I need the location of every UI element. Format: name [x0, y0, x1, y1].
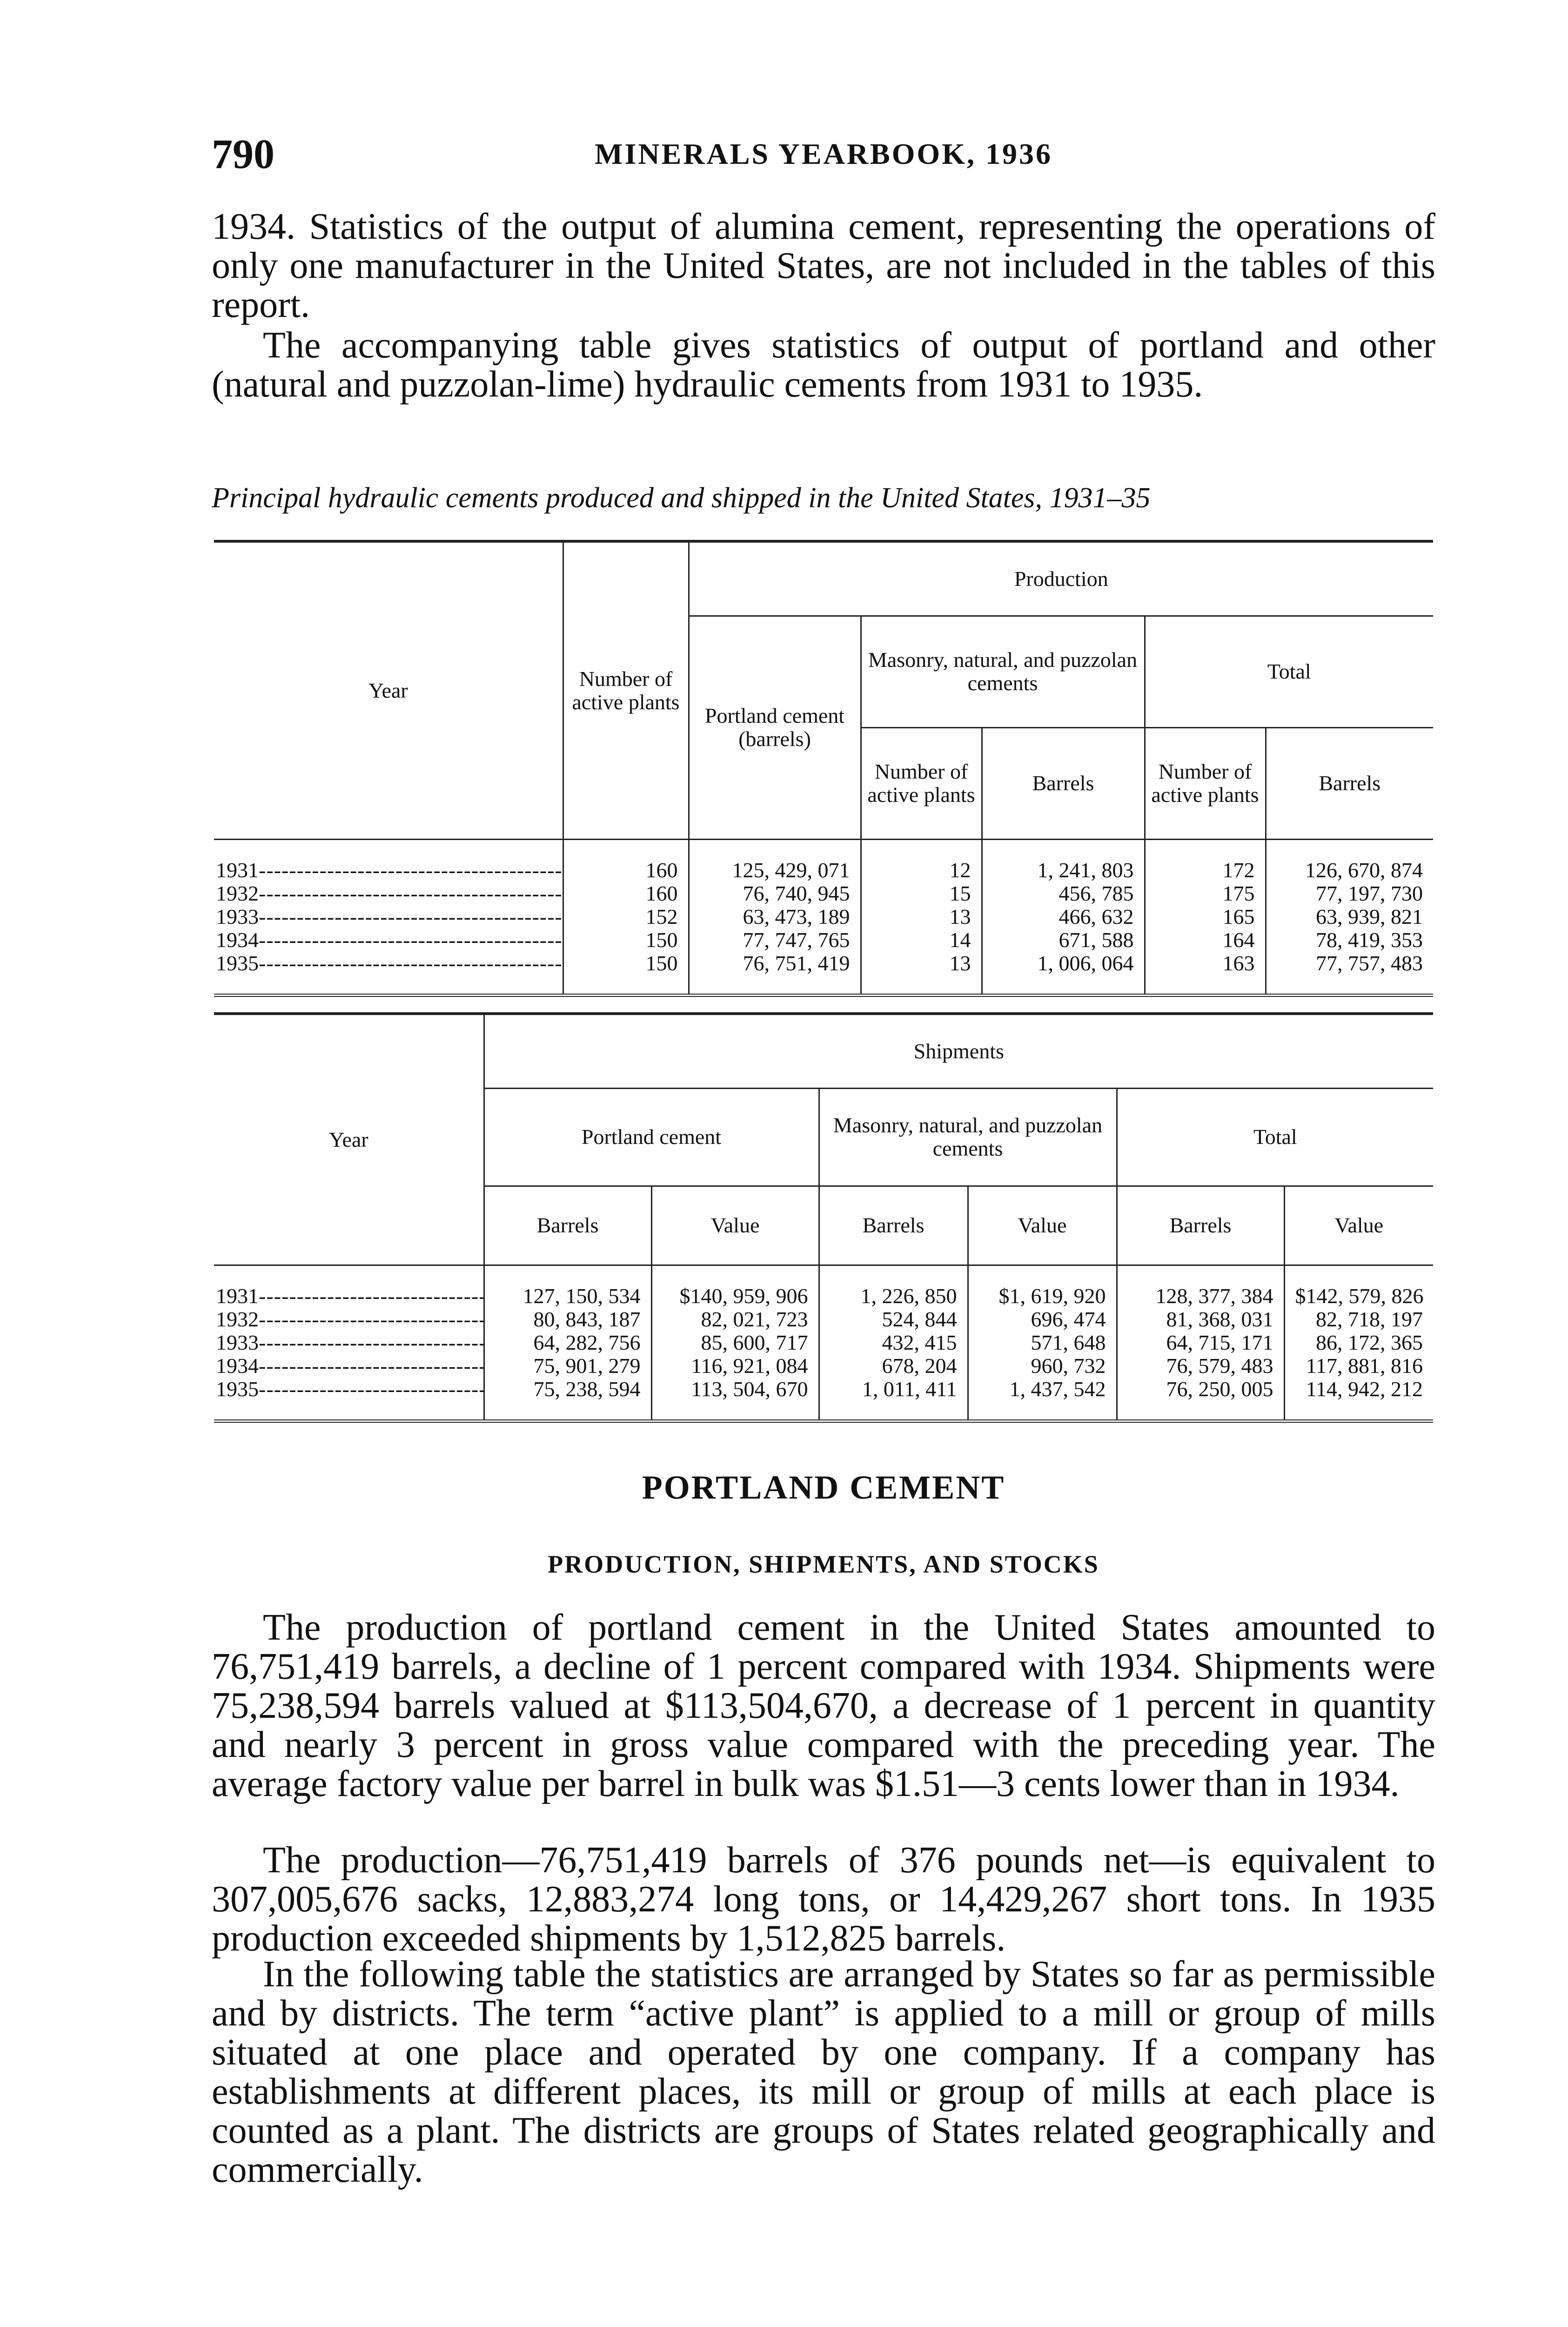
body-paragraph-1: The production of portland cement in the United States amounted to 76,751,419 barrels, a decline of 1 percent compared with 1934. Shipments were 75,238,594 barrels valued at $113,504,670, a decrease of 1 percent in quantity and nearly 3 percent in gross value compared with the preceding year. The average factory value per barrel in bulk was $1.51—3 cents lower than in 1934. — [212, 1607, 1435, 1804]
header-portland-barrels: Barrels — [484, 1186, 651, 1265]
intro-paragraph-1: 1934. Statistics of the output of alumina cement, representing the operations of only one manufacturer in the United States, are not included in the tables of this report. — [212, 206, 1435, 325]
table-row — [214, 839, 1433, 882]
portland-value-cell: 82, 021, 723 — [651, 1308, 819, 1331]
masonry-plants-cell: 13 — [861, 952, 982, 995]
portland-barrels-cell: 75, 901, 279 — [484, 1354, 651, 1378]
portland-value-cell: 116, 921, 084 — [651, 1354, 819, 1378]
portland-barrels-cell: 64, 282, 756 — [484, 1331, 651, 1354]
total-value-cell: 117, 881, 816 — [1284, 1354, 1433, 1378]
portland-barrels-cell: 80, 843, 187 — [484, 1308, 651, 1331]
portland-barrels-cell: 127, 150, 534 — [484, 1265, 651, 1308]
header-masonry-value: Value — [968, 1186, 1117, 1265]
masonry-barrels-cell: 1, 006, 064 — [982, 952, 1145, 995]
production-table — [214, 540, 1433, 997]
section-heading: PORTLAND CEMENT — [642, 1469, 1005, 1506]
total-plants-cell: 175 — [1145, 882, 1266, 905]
masonry-plants-cell: 13 — [861, 905, 982, 928]
total-barrels-cell: 64, 715, 171 — [1117, 1331, 1284, 1354]
header-masonry-cements: Masonry, natural, and puzzolan cements — [861, 616, 1145, 727]
header-total: Total — [1145, 616, 1433, 727]
total-value-cell: 114, 942, 212 — [1284, 1378, 1433, 1421]
body-paragraph-3: In the following table the statistics are arranged by States so far as permissible and by districts. The term “active plant” is applied to a mill or group of mills situated at one place and operated by one company. If a company has establishments at different places, its mill or group of mills at each place is counted as a plant. The districts are groups of States related geographically and commercially. — [212, 1954, 1435, 2190]
total-barrels-cell: 126, 670, 874 — [1266, 839, 1433, 882]
year-cell: 1931 ----- — [214, 1265, 484, 1308]
header-production: Production — [689, 541, 1433, 616]
header-active-plants: Number of active plants — [563, 541, 689, 839]
table-row — [214, 1308, 1433, 1331]
masonry-plants-cell: 15 — [861, 882, 982, 905]
masonry-plants-cell: 12 — [861, 839, 982, 882]
masonry-barrels-cell: 678, 204 — [819, 1354, 968, 1378]
year-cell: 1931 ----- — [214, 839, 563, 882]
plants-cell: 152 — [563, 905, 689, 928]
portland-value-cell: 113, 504, 670 — [651, 1378, 819, 1421]
table-row — [214, 928, 1433, 952]
total-barrels-cell: 77, 757, 483 — [1266, 952, 1433, 995]
page-header — [212, 126, 1435, 177]
masonry-value-cell: $1, 619, 920 — [968, 1265, 1117, 1308]
masonry-barrels-cell: 432, 415 — [819, 1331, 968, 1354]
total-barrels-cell: 81, 368, 031 — [1117, 1308, 1284, 1331]
table-row — [214, 1378, 1433, 1421]
header-year: Year — [214, 1014, 484, 1265]
year-cell: 1933 ----- — [214, 905, 563, 928]
table-caption: Principal hydraulic cements produced and shipped in the United States, 1931–35 — [212, 482, 1151, 514]
header-year: Year — [214, 541, 563, 839]
total-barrels-cell: 128, 377, 384 — [1117, 1265, 1284, 1308]
total-value-cell: 82, 718, 197 — [1284, 1308, 1433, 1331]
masonry-barrels-cell: 456, 785 — [982, 882, 1145, 905]
intro-paragraph-2: The accompanying table gives statistics of output of portland and other (natural and puzzolan-lime) hydraulic cements from 1931 to 1935. — [212, 325, 1435, 405]
header-total-barrels: Barrels — [1117, 1186, 1284, 1265]
masonry-value-cell: 960, 732 — [968, 1354, 1117, 1378]
shipments-table — [214, 1012, 1433, 1423]
table-row — [214, 1354, 1433, 1378]
header-portland-value: Value — [651, 1186, 819, 1265]
total-barrels-cell: 76, 250, 005 — [1117, 1378, 1284, 1421]
header-masonry-barrels: Barrels — [982, 727, 1145, 839]
portland-barrels-cell: 75, 238, 594 — [484, 1378, 651, 1421]
total-barrels-cell: 76, 579, 483 — [1117, 1354, 1284, 1378]
plants-cell: 150 — [563, 928, 689, 952]
total-barrels-cell: 63, 939, 821 — [1266, 905, 1433, 928]
plants-cell: 150 — [563, 952, 689, 995]
table-row — [214, 882, 1433, 905]
header-total: Total — [1117, 1088, 1433, 1186]
masonry-barrels-cell: 671, 588 — [982, 928, 1145, 952]
masonry-barrels-cell: 1, 226, 850 — [819, 1265, 968, 1308]
year-cell: 1935 ----- — [214, 952, 563, 995]
total-plants-cell: 164 — [1145, 928, 1266, 952]
header-masonry-plants: Number of active plants — [861, 727, 982, 839]
header-shipments: Shipments — [484, 1014, 1433, 1088]
total-plants-cell: 165 — [1145, 905, 1266, 928]
masonry-value-cell: 696, 474 — [968, 1308, 1117, 1331]
header-portland-cement: Portland cement — [484, 1088, 819, 1186]
table-row — [214, 1265, 1433, 1308]
total-plants-cell: 163 — [1145, 952, 1266, 995]
table-row — [214, 905, 1433, 928]
header-masonry-barrels: Barrels — [819, 1186, 968, 1265]
portland-value-cell: $140, 959, 906 — [651, 1265, 819, 1308]
masonry-barrels-cell: 466, 632 — [982, 905, 1145, 928]
masonry-barrels-cell: 524, 844 — [819, 1308, 968, 1331]
total-barrels-cell: 77, 197, 730 — [1266, 882, 1433, 905]
masonry-value-cell: 1, 437, 542 — [968, 1378, 1117, 1421]
portland-value-cell: 85, 600, 717 — [651, 1331, 819, 1354]
body-paragraph-2: The production—76,751,419 barrels of 376 pounds net—is equivalent to 307,005,676 sacks, 12,883,274 long tons, or 14,429,267 short tons. In 1935 production exceeded shipments by 1,512,825 barrels. — [212, 1840, 1435, 1959]
year-cell: 1935 ----- — [214, 1378, 484, 1421]
table-row — [214, 1331, 1433, 1354]
header-masonry-cements: Masonry, natural, and puzzolan cements — [819, 1088, 1117, 1186]
year-cell: 1934 ----- — [214, 1354, 484, 1378]
year-cell: 1934 ----- — [214, 928, 563, 952]
header-portland-cement: Portland cement (barrels) — [689, 616, 861, 839]
header-total-value: Value — [1284, 1186, 1433, 1265]
portland-cell: 76, 740, 945 — [689, 882, 861, 905]
masonry-plants-cell: 14 — [861, 928, 982, 952]
year-cell: 1932 ----- — [214, 882, 563, 905]
masonry-barrels-cell: 1, 011, 411 — [819, 1378, 968, 1421]
running-title: MINERALS YEARBOOK, 1936 — [595, 137, 1052, 170]
table-row — [214, 952, 1433, 995]
masonry-barrels-cell: 1, 241, 803 — [982, 839, 1145, 882]
year-cell: 1933 ----- — [214, 1331, 484, 1354]
header-total-plants: Number of active plants — [1145, 727, 1266, 839]
portland-cell: 77, 747, 765 — [689, 928, 861, 952]
page-number: 790 — [212, 131, 275, 177]
plants-cell: 160 — [563, 882, 689, 905]
year-cell: 1932 ----- — [214, 1308, 484, 1331]
portland-cell: 63, 473, 189 — [689, 905, 861, 928]
portland-cell: 76, 751, 419 — [689, 952, 861, 995]
total-value-cell: $142, 579, 826 — [1284, 1265, 1433, 1308]
masonry-value-cell: 571, 648 — [968, 1331, 1117, 1354]
section-subheading: PRODUCTION, SHIPMENTS, AND STOCKS — [548, 1550, 1099, 1578]
header-total-barrels: Barrels — [1266, 727, 1433, 839]
portland-cell: 125, 429, 071 — [689, 839, 861, 882]
plants-cell: 160 — [563, 839, 689, 882]
total-value-cell: 86, 172, 365 — [1284, 1331, 1433, 1354]
total-barrels-cell: 78, 419, 353 — [1266, 928, 1433, 952]
total-plants-cell: 172 — [1145, 839, 1266, 882]
